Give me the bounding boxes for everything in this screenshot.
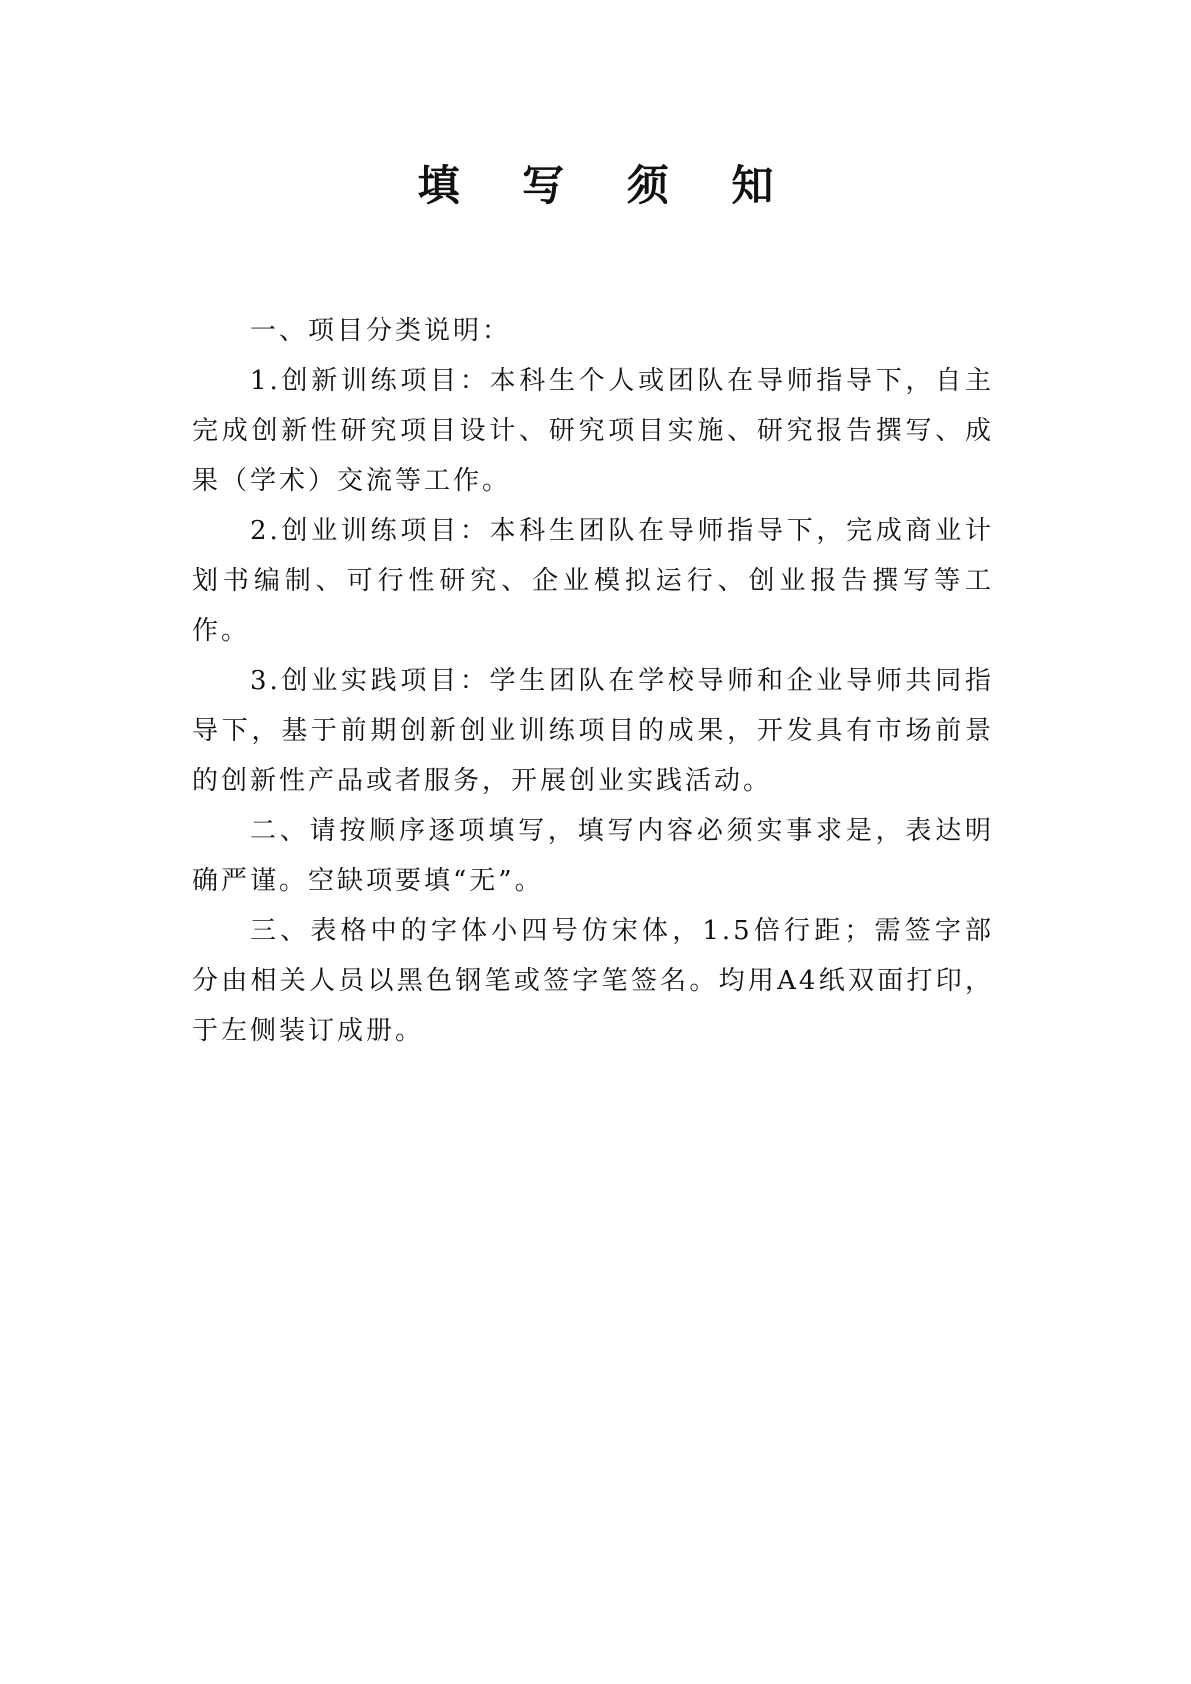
section-format-requirements: 三、表格中的字体小四号仿宋体，1.5倍行距；需签字部分由相关人员以黑色钢笔或签字笔签名。均用A4纸双面打印，于左侧装订成册。 xyxy=(192,916,994,1046)
item-entrepreneurship-training: 2.创业训练项目：本科生团队在导师指导下，完成商业计划书编制、可行性研究、企业模拟运行、创业报告撰写等工作。 xyxy=(192,516,994,646)
section-fill-in-order: 二、请按顺序逐项填写，填写内容必须实事求是，表达明确严谨。空缺项要填“无”。 xyxy=(192,816,994,896)
instructions-body xyxy=(192,306,994,1056)
section-heading-project-categories: 一、项目分类说明： xyxy=(250,316,512,346)
item-innovation-training: 1.创新训练项目：本科生个人或团队在导师指导下，自主完成创新性研究项目设计、研究项目实施、研究报告撰写、成果（学术）交流等工作。 xyxy=(192,366,994,496)
item-entrepreneurship-practice: 3.创业实践项目：学生团队在学校导师和企业导师共同指导下，基于前期创新创业训练项目的成果，开发具有市场前景的创新性产品或者服务，开展创业实践活动。 xyxy=(192,666,994,796)
page-title: 填 写 须 知 xyxy=(417,161,798,210)
